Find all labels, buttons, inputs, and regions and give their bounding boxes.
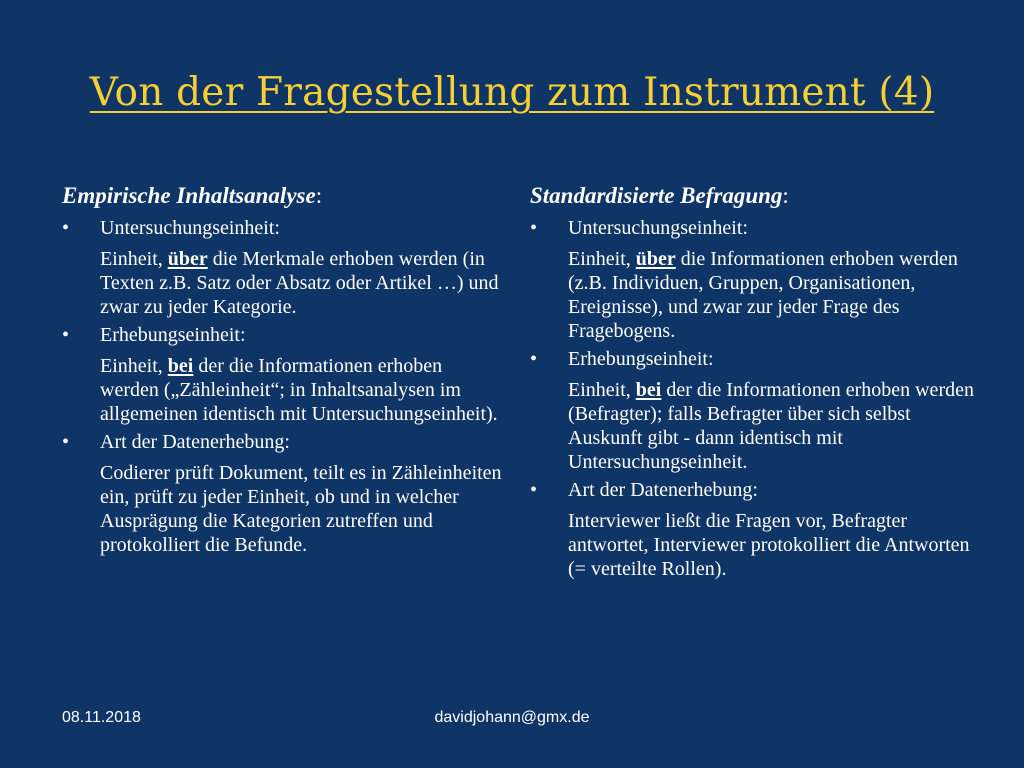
item-title: Untersuchungseinheit: xyxy=(100,217,280,239)
item-description: Einheit, über die Informationen erhoben werden (z.B. Individuen, Gruppen, Organisationen, Ereignisse), und zwar zur jeder Frage des Fragebogens. xyxy=(568,248,958,342)
item-title: Untersuchungseinheit: xyxy=(568,217,748,239)
item-description: Codierer prüft Dokument, teilt es in Zähleinheiten ein, prüft zu jeder Einheit, ob und in welcher Ausprägung die Kategorien zutreffen und protokolliert die Befunde. xyxy=(100,462,502,556)
keyword: über xyxy=(167,248,208,270)
footer-email: davidjohann@gmx.de xyxy=(434,709,590,726)
bullet-icon: • xyxy=(62,217,70,239)
bullet-icon: • xyxy=(530,479,538,501)
item-title: Erhebungseinheit: xyxy=(100,324,246,346)
item-description: Einheit, bei der die Informationen erhoben werden (Befragter); falls Befragter über sich selbst Auskunft gibt - dann identisch mit Untersuchungseinheit. xyxy=(568,379,974,473)
bullet-icon: • xyxy=(530,217,538,239)
list-item xyxy=(62,429,502,557)
list-item xyxy=(62,322,502,426)
bullet-icon: • xyxy=(530,348,538,370)
item-description: Einheit, über die Merkmale erhoben werden (in Texten z.B. Satz oder Absatz oder Artikel …) und zwar zu jeder Kategorie. xyxy=(100,248,499,318)
keyword: bei xyxy=(635,379,662,401)
list-item xyxy=(530,346,980,474)
left-column xyxy=(62,181,502,559)
list-item xyxy=(530,477,980,581)
keyword: über xyxy=(635,248,676,270)
left-heading-colon: : xyxy=(315,183,323,208)
keyword: bei xyxy=(167,355,194,377)
right-heading-text: Standardisierte Befragung xyxy=(530,183,783,208)
right-heading-colon: : xyxy=(782,183,789,208)
right-column xyxy=(530,181,980,583)
right-heading xyxy=(530,181,980,211)
left-heading-text: Empirische Inhaltsanalyse xyxy=(62,183,316,208)
footer-date: 08.11.2018 xyxy=(62,709,141,726)
bullet-icon: • xyxy=(62,324,70,346)
item-title: Erhebungseinheit: xyxy=(568,348,714,370)
left-heading xyxy=(62,181,502,211)
item-description: Einheit, bei der die Informationen erhoben werden („Zähleinheit“; in Inhaltsanalysen im allgemeinen identisch mit Untersuchungseinheit). xyxy=(100,355,498,425)
item-title: Art der Datenerhebung: xyxy=(100,431,290,453)
slide-title: Von der Fragestellung zum Instrument (4) xyxy=(89,70,935,115)
item-description: Interviewer ließt die Fragen vor, Befragter antwortet, Interviewer protokolliert die Antworten (= verteilte Rollen). xyxy=(568,510,970,580)
list-item xyxy=(62,215,502,319)
list-item xyxy=(530,215,980,343)
bullet-icon: • xyxy=(62,431,70,453)
item-title: Art der Datenerhebung: xyxy=(568,479,758,501)
